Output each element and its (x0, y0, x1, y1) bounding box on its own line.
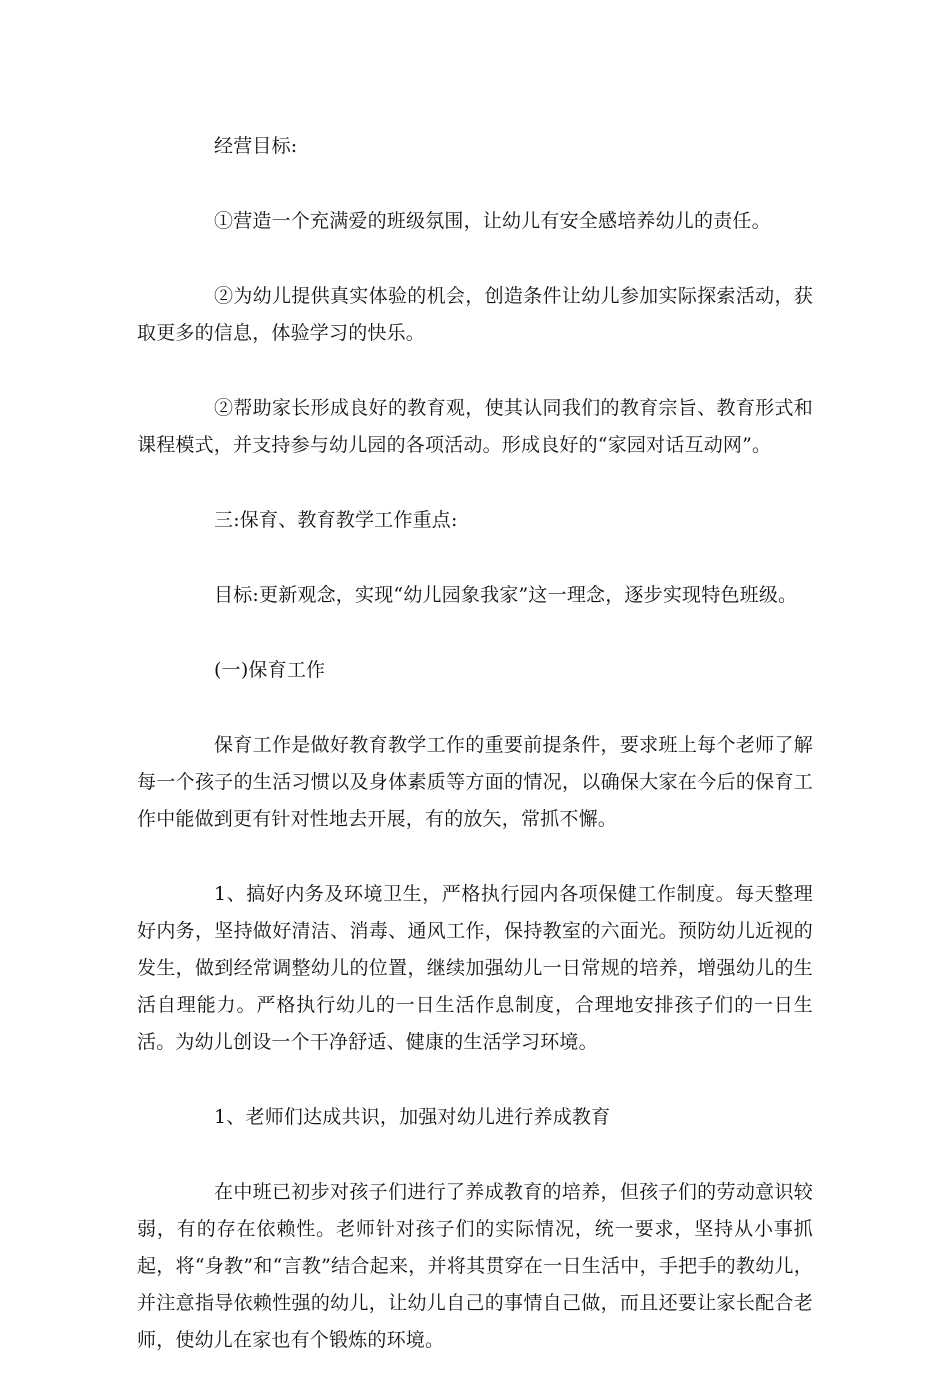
section-goal: 目标:更新观念，实现“幼儿园象我家”这一理念，逐步实现特色班级。 (214, 584, 798, 606)
subsection-heading-care: (一)保育工作 (214, 659, 326, 681)
goal-item-3: ②帮助家长形成良好的教育观，使其认同我们的教育宗旨、教育形式和课程模式，并支持参与幼儿园的各项活动。形成良好的“家园对话互动网”。 (137, 397, 813, 456)
care-item-hygiene: 1、搞好内务及环境卫生，严格执行园内各项保健工作制度。每天整理好内务，坚持做好清洁、消毒、通风工作，保持教室的六面光。预防幼儿近视的发生，做到经常调整幼儿的位置，继续加强幼儿一日常规的培养，增强幼儿的生活自理能力。严格执行幼儿的一日生活作息制度，合理地安排孩子们的一日生活。为幼儿创设一个干净舒适、健康的生活学习环境。 (137, 883, 813, 1053)
heading-business-goals: 经营目标: (214, 135, 298, 157)
goal-item-2: ②为幼儿提供真实体验的机会，创造条件让幼儿参加实际探索活动，获取更多的信息，体验学习的快乐。 (137, 285, 813, 344)
document-body (137, 128, 813, 1397)
section-heading-3: 三:保育、教育教学工作重点: (214, 509, 458, 531)
goal-item-1: ①营造一个充满爱的班级氛围，让幼儿有安全感培养幼儿的责任。 (214, 210, 771, 232)
care-item-habit-paragraph: 在中班已初步对孩子们进行了养成教育的培养，但孩子们的劳动意识较弱，有的存在依赖性。老师针对孩子们的实际情况，统一要求，坚持从小事抓起，将“身教”和“言教”结合起来，并将其贯穿在一日生活中，手把手的教幼儿，并注意指导依赖性强的幼儿，让幼儿自己的事情自己做，而且还要让家长配合老师，使幼儿在家也有个锻炼的环境。 (137, 1181, 813, 1351)
care-item-habit-heading: 1、老师们达成共识，加强对幼儿进行养成教育 (214, 1106, 611, 1128)
care-intro-paragraph: 保育工作是做好教育教学工作的重要前提条件，要求班上每个老师了解每一个孩子的生活习惯以及身体素质等方面的情况，以确保大家在今后的保育工作中能做到更有针对性地去开展，有的放矢，常抓不懈。 (137, 734, 813, 830)
